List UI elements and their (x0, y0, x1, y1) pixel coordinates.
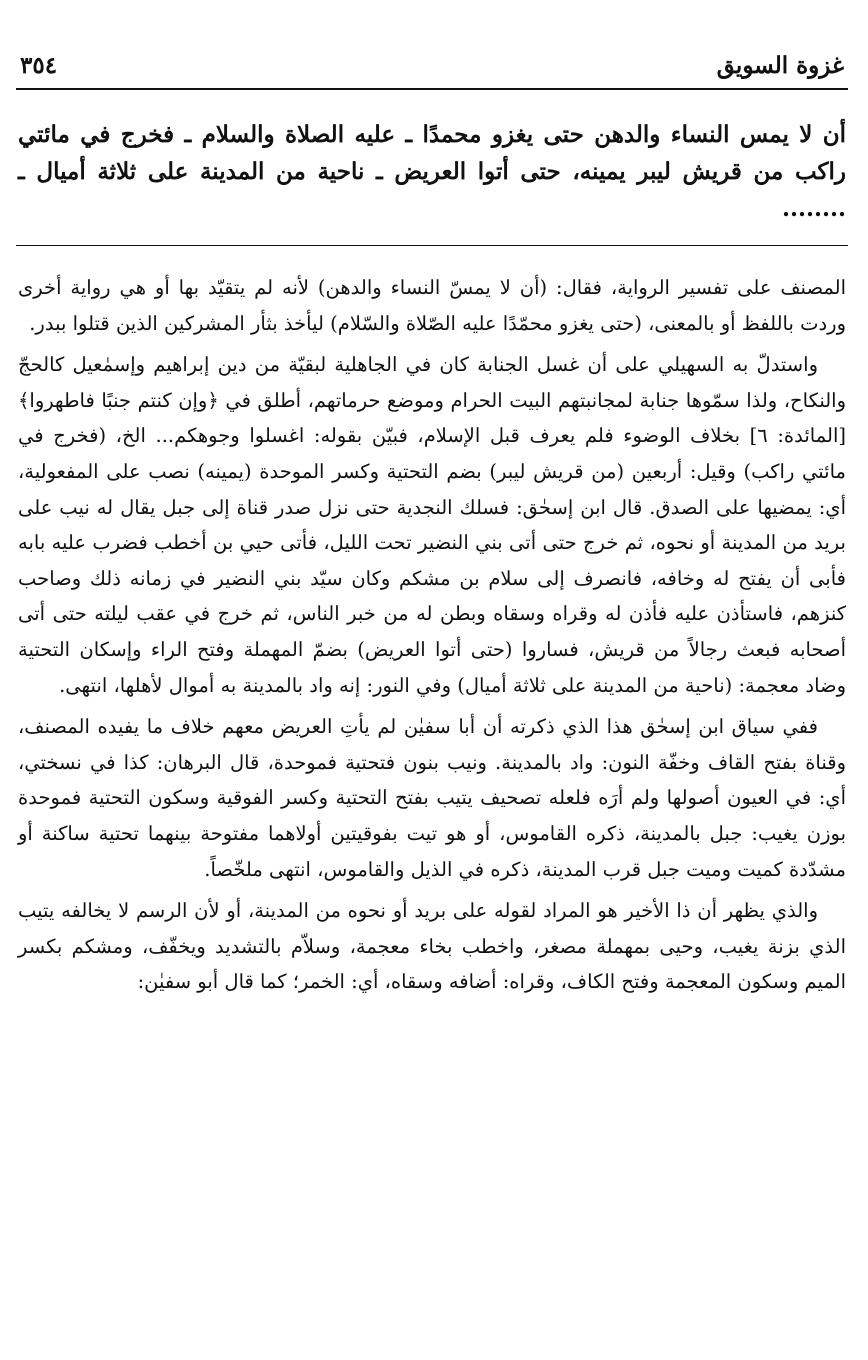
commentary-paragraph: المصنف على تفسير الرواية، فقال: (أن لا يمسّ النساء والدهن) لأنه لم يتقيّد بها أو هي رواية أخرى وردت باللفظ أو بالمعنى، (حتى يغزو محمّدًا عليه الصّلاة والسّلام) ليأخذ بثأر المشركين الذين قتلوا ببدر. (18, 276, 846, 335)
commentary-paragraph: واستدلّ به السهيلي على أن غسل الجنابة كان في الجاهلية لبقيّة من دين إبراهيم وإسمٰعيل كالحجّ والنكاح، ولذا سمّوها جنابة لمجانبتهم البيت الحرام وموضع حرماتهم، أطلق في ﴿وإن كنتم جنبًا فاطهروا﴾ [المائدة: ٦] بخلاف الوضوء فلم يعرف قبل الإسلام، فبيّن بقوله: اغسلوا وجوهكم... الخ، (فخرج في مائتي راكب) وقيل: أربعين (من قريش ليبر) بضم التحتية وكسر الموحدة (يمينه) نصب على المفعولية، أي: يمضيها على الصدق. قال ابن إسحٰق: فسلك النجدية حتى نزل صدر قناة إلى جبل يقال له نيب على بريد من المدينة أو نحوه، ثم خرج حتى أتى بني النضير تحت الليل، فأتى حيي بن أخطب فضرب عليه بابه فأبى أن يفتح له وخافه، فانصرف إلى سلام بن مشكم وكان سيّد بني النضير في زمانه ذلك وصاحب كنزهم، فاستأذن عليه فأذن له وقراه وسقاه وبطن له من خبر الناس، ثم خرج في عقب ليلته حتى أتى أصحابه فبعث رجالاً من قريش، فساروا (حتى أتوا العريض) بضمّ المهملة وفتح الراء وإسكان التحتية وضاد معجمة: (ناحية من المدينة على ثلاثة أميال) وفي النور: إنه واد بالمدينة به أموال لأهلها، انتهى. (18, 353, 846, 697)
main-text: أن لا يمس النساء والدهن حتى يغزو محمدًا ـ عليه الصلاة والسلام ـ فخرج في مائتي راكب من قريش ليبر يمينه، حتى أتوا العريض ـ ناحية من المدينة على ثلاثة أميال ـ ........ (18, 121, 846, 222)
book-page (16, 44, 848, 1006)
running-header (16, 44, 848, 88)
page-number: ٣٥٤ (20, 52, 58, 79)
commentary (16, 246, 848, 1000)
commentary-paragraph: ففي سياق ابن إسحٰق هذا الذي ذكرته أن أبا سفيٰن لم يأتِ العريض معهم خلاف ما يفيده المصنف، وقناة بفتح القاف وخفّة النون: واد بالمدينة. ونيب بنون فتحتية فموحدة، قال البرهان: كذا في نسختي، أي: في العيون أصولها ولم أرَه فلعله تصحيف يتيب بفتح التحتية وكسر الفوقية وسكون التحتية فموحدة بوزن يغيب: جبل بالمدينة، ذكره القاموس، أو هو تيت بفوقيتين أولاهما مفتوحة بينهما تحتية ساكنة أو مشدّدة كميت وميت جبل قرب المدينة، ذكره في الذيل والقاموس، انتهى ملخّصاً. (18, 715, 846, 881)
chapter-title: غزوة السويق (716, 52, 844, 79)
commentary-paragraph: والذي يظهر أن ذا الأخير هو المراد لقوله على بريد أو نحوه من المدينة، أو لأن الرسم لا يخالفه يتيب الذي بزنة يغيب، وحيى بمهملة مصغر، واخطب بخاء معجمة، وسلاّم بالتشديد ويخفّف، ومشكم بكسر الميم وسكون المعجمة وفتح الكاف، وقراه: أضافه وسقاه، أي: الخمر؛ كما قال أبو سفيٰن: (18, 899, 846, 994)
